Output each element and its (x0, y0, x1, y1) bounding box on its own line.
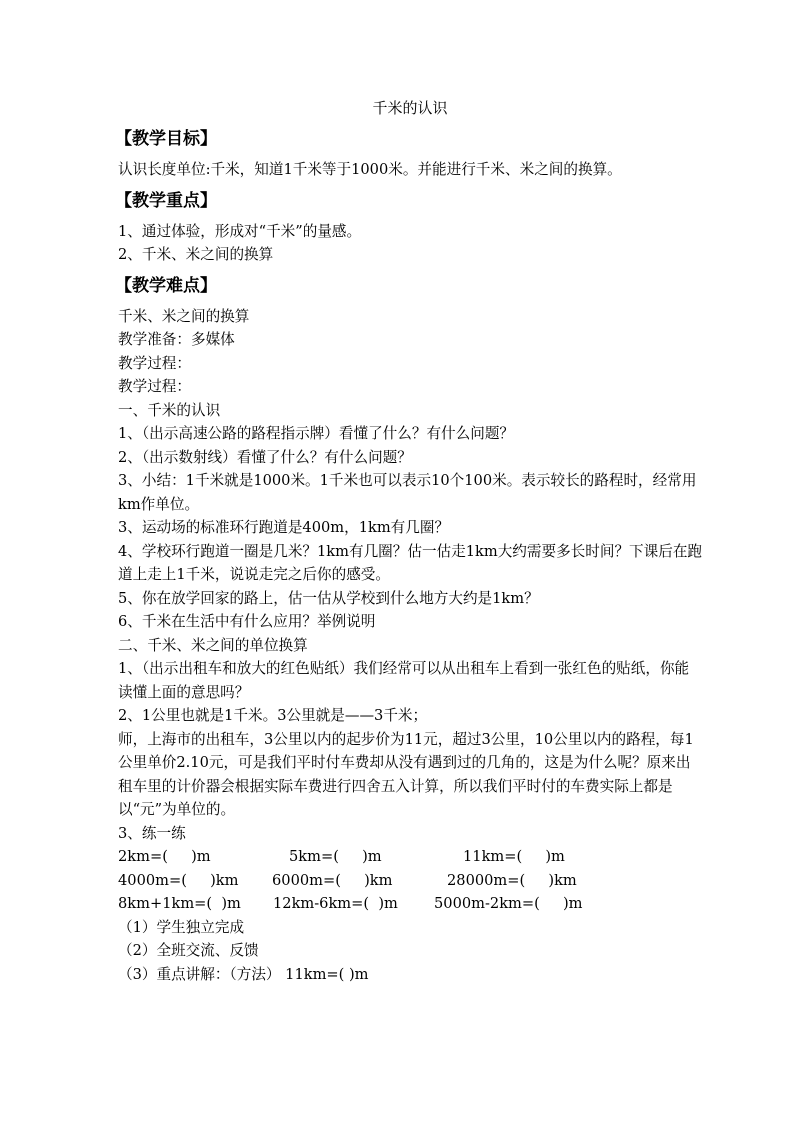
exercise-item: 6000m=( )km (272, 871, 393, 889)
body-line: 一、千米的认识 (118, 401, 221, 419)
exercise-item: 11km=( )m (463, 848, 565, 865)
exercise-item: 5000m-2km=( )m (434, 895, 583, 912)
exercise-item: 8km+1km=( )m (118, 895, 241, 912)
tail-line: （3）重点讲解：（方法） 11km=( )m (118, 965, 369, 983)
body-line: 1、（出示高速公路的路程指示牌）看懂了什么？有什么问题？ (118, 425, 515, 442)
body-line: 师，上海市的出租车，3公里以内的起步价为11元，超过3公里，10公里以内的路程，每1公里单价2.10元，可是我们平时付车费却从没有遇到过的几角的，这是为什么呢？原来出租车里的计价器会根据实际车费进行四舍五入计算，所以我们平时付的车费实际上都是以“元”为单位的。 (118, 730, 694, 818)
body-line: 教学过程： (118, 378, 191, 395)
exercise-row (118, 845, 702, 869)
section-heading-difficulties: 【教学难点】 (115, 275, 217, 296)
tail-line: （2）全班交流、反馈 (118, 942, 259, 959)
section-heading-goals: 【教学目标】 (115, 129, 217, 149)
exercise-item: 12km-6km=( )m (273, 895, 398, 912)
section-heading-key-points: 【教学重点】 (115, 190, 217, 211)
key-point-line: 1、通过体验，形成对“千米”的量感。 (118, 222, 362, 240)
exercise-row (118, 892, 702, 916)
body-line: 3、练一练 (118, 824, 186, 842)
body-line: 2、（出示数射线）看懂了什么？有什么问题？ (118, 448, 412, 466)
body-line: 千米、米之间的换算 (118, 307, 250, 325)
exercise-item: 28000m=( )km (447, 871, 577, 889)
key-point-line: 2、千米、米之间的换算 (118, 246, 274, 263)
body-line: 1、（出示出租车和放大的红色贴纸）我们经常可以从出租车上看到一张红色的贴纸，你能读懂上面的意思吗？ (118, 660, 690, 701)
exercise-item: 5km=( )m (289, 848, 382, 865)
body-line: 6、千米在生活中有什么应用？举例说明 (118, 613, 376, 630)
tail-line: （1）学生独立完成 (118, 918, 245, 936)
body-line: 5、你在放学回家的路上，估一估从学校到什么地方大约是1km？ (118, 589, 539, 607)
body-line: 3、小结：1千米就是1000米。1千米也可以表示10个100米。表示较长的路程时，经常用km作单位。 (118, 472, 697, 513)
body-line: 教学准备：多媒体 (118, 331, 235, 348)
exercise-item: 4000m=( )km (118, 871, 239, 889)
body-line: 教学过程： (118, 354, 191, 372)
goal-text: 认识长度单位:千米，知道1千米等于1000米。并能进行千米、米之间的换算。 (118, 161, 622, 178)
page-title: 千米的认识 (372, 99, 448, 117)
body-line: 3、运动场的标准环行跑道是400m，1km有几圈？ (118, 519, 450, 536)
exercise-row (118, 869, 702, 893)
body-line: 4、学校环行跑道一圈是几米？1km有几圈？估一估走1km大约需要多长时间？下课后在跑道上走上1千米，说说走完之后你的感受。 (118, 542, 703, 583)
body-line: 2、1公里也就是1千米。3公里就是——3千米； (118, 707, 428, 724)
document-page (115, 96, 703, 986)
exercise-item: 2km=( )m (118, 848, 211, 865)
body-line: 二、千米、米之间的单位换算 (118, 636, 308, 654)
